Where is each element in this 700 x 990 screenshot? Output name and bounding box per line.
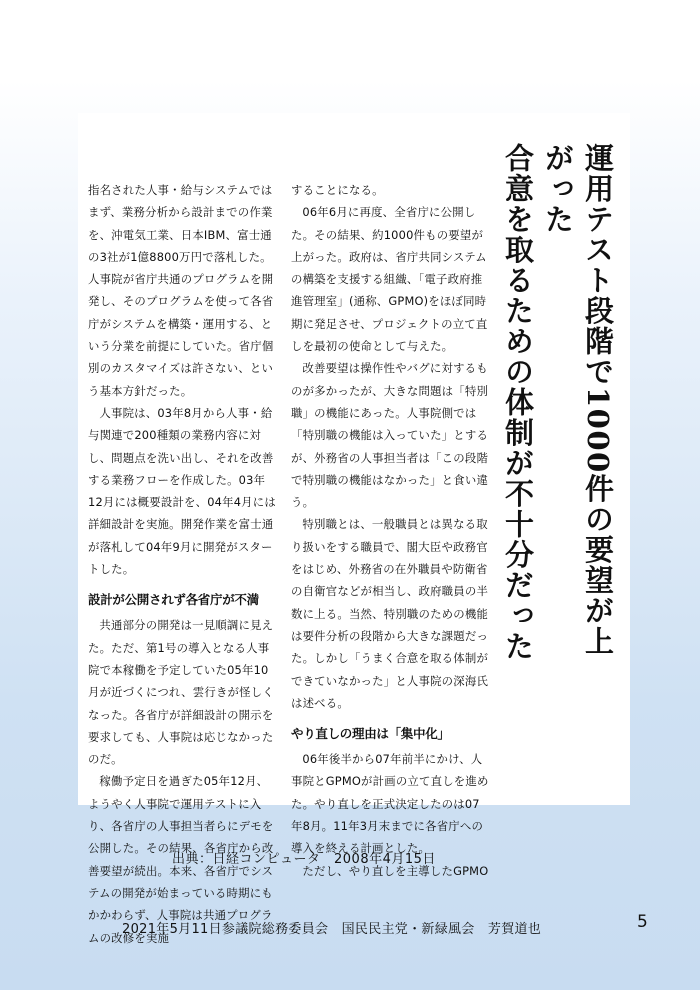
paragraph: 改善要望は操作性やバグに対するものが多かったが、大きな問題は「特別職」の機能にあった。人事院側では「特別職の機能は入っていた」とするが、外務省の人事担当者は「この段階で特別職の機能はなかった」と食い違う。 [291,361,489,510]
paragraph: 稼働予定日を過ぎた05年12月、ようやく人事院で運用テストに入り、各省庁の人事担当者らにデモを公開した。その結果、各省庁から改善要望が続出。本来、各省庁でシステムの開発が始まっている時期にもかかわらず、人事院は共通プログラムの改修を実施 [88,774,274,945]
headline-line-1: 運用テスト段階で1000件の要望が上がった [541,143,615,657]
page-footer: 2021年5月11日参議院総務委員会 国民民主党・新緑風会 芳賀道也 [122,922,542,937]
article-column-1 [88,179,276,949]
article-column-2 [291,179,491,882]
headline-line-2: 合意を取るための体制が不十分だった [501,143,535,662]
paragraph: ただし、やり直しを主導したGPMO [302,863,489,878]
paragraph: 共通部分の開発は一見順調に見えた。ただ、第1号の導入となる人事院で本稼働を予定していた05年10月が近づくにつれ、雲行きが怪しくなった。各省庁が詳細設計の開示を要求しても、人事院は応じなかったのだ。 [88,618,274,767]
article-headline [498,143,618,663]
paragraph: 06年6月に再度、全省庁に公開した。その結果、約1000件もの要望が上がった。政府は、省庁共同システムの構築を支援する組織、「電子政府推進管理室」(通称、GPMO)をほぼ同時期に発足させ、プロジェクトの立て直しを最初の使命として与えた。 [291,205,488,354]
page-number: 5 [637,912,648,932]
paragraph: 06年後半から07年前半にかけ、人事院とGPMOが計画の立て直しを進めた。やり直しを正式決定したのは07年8月。11年3月末までに各省庁への導入を終える計画とした。 [291,752,489,856]
paragraph: することになる。 [291,183,384,197]
paragraph: 特別職とは、一般職員とは異なる取り扱いをする職員で、閣大臣や政務官をはじめ、外務省の在外職員や防衛省の自衛官などが相当し、政府職員の半数に上る。当然、特別職のための機能は要件分析の段階から大きな課題だった。しかし「うまく合意を取る体制ができていなかった」と人事院の深海氏は述べる。 [291,517,489,710]
section-heading: 設計が公開されず各省庁が不満 [88,592,259,608]
paragraph: 人事院は、03年8月から人事・給与関連で200種類の業務内容に対し、問題点を洗い出し、それを改善する業務フローを作成した。03年12月には概要設計を、04年4月には詳細設計を実施。開発作業を富士通が落札して04年9月に開発がスタートした。 [88,405,276,577]
paragraph: 指名された人事・給与システムではまず、業務分析から設計までの作業を、沖電気工業、日本IBM、富士通の3社が1億8800万円で落札した。人事院が省庁共通のプログラムを開発し、そのプログラムを使って各省庁がシステムを構築・運用する、という分業を前提にしていた。省庁個別のカスタマイズは許さない、という基本方針だった。 [88,183,274,398]
source-citation: 出典：日経コンピュータ 2008年4月15日 [172,852,436,867]
section-heading: やり直しの理由は「集中化」 [291,726,450,742]
